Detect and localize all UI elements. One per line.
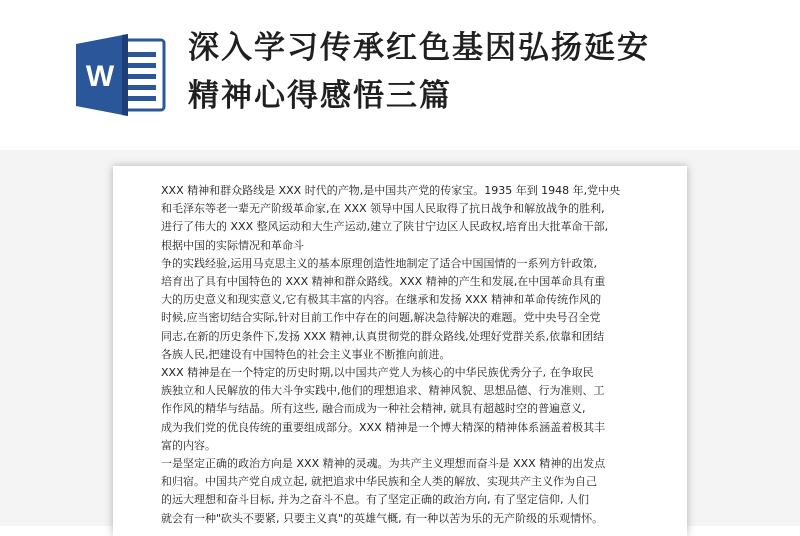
text-line: 的远大理想和奋斗目标, 并为之奋斗不息。有了坚定正确的政治方向, 有了坚定信仰, 人们 xyxy=(161,493,589,507)
text-line: 进行了伟大的 XXX 整风运动和大生产运动,建立了陕甘宁边区人民政权,培育出大批革命干部, xyxy=(161,220,609,234)
header xyxy=(0,0,800,160)
text-line: 和归宿。中国共产党自成立起, 就把追求中华民族和全人类的解放、实现共产主义作为自己 xyxy=(161,475,597,489)
document-page xyxy=(113,166,687,536)
title-line-2: 精神心得感悟三篇 xyxy=(188,78,452,114)
text-line: 富的内容。 xyxy=(161,438,216,452)
text-line: 同志,在新的历史条件下,发扬 XXX 精神,认真贯彻党的群众路线,处理好党群关系,依靠和团结 xyxy=(161,329,605,343)
title-line-1: 深入学习传承红色基因弘扬延安 xyxy=(188,30,650,66)
text-line: 时候,应当密切结合实际,针对目前工作中存在的问题,解决急待解决的难题。党中央号召全党 xyxy=(161,311,601,325)
text-line: 族独立和人民解放的伟大斗争实践中,他们的理想追求、精神风貌、思想品德、行为准则、工 xyxy=(161,384,605,398)
word-icon-letter: W xyxy=(85,60,115,93)
text-line: XXX 精神是在一个特定的历史时期,以中国共产党人为核心的中华民族优秀分子, 在争取民 xyxy=(161,366,594,380)
text-line: 作作风的精华与结晶。所有这些, 融合而成为一种社会精神, 就具有超越时空的普遍意义, xyxy=(161,402,586,416)
page-title xyxy=(188,24,788,120)
text-line: 大的历史意义和现实意义,它有极其丰富的内容。在继承和发扬 XXX 精神和革命传统作风的 xyxy=(161,293,602,307)
word-document-icon xyxy=(76,34,168,116)
document-body xyxy=(161,182,651,528)
text-line: 各族人民,把建设有中国特色的社会主义事业不断推向前进。 xyxy=(161,347,451,361)
text-line: XXX 精神和群众路线是 XXX 时代的产物,是中国共产党的传家宝。1935 年到 1948 年,党中央 xyxy=(161,184,621,197)
text-line: 一是坚定正确的政治方向是 XXX 精神的灵魂。为共产主义理想而奋斗是 XXX 精神的出发点 xyxy=(161,457,606,471)
text-line: 培育出了具有中国特色的 XXX 精神和群众路线。XXX 精神的产生和发展,在中国革命具有重 xyxy=(161,275,606,289)
text-line: 就会有一种"砍头不要紧, 只要主义真"的英雄气概, 有一种以苦为乐的无产阶级的乐观情怀。 xyxy=(161,511,604,525)
text-line: 根据中国的实际情况和革命斗 xyxy=(161,238,304,252)
text-line: 成为我们党的优良传统的重要组成部分。XXX 精神是一个博大精深的精神体系涵盖着极其丰 xyxy=(161,420,606,434)
text-line: 和毛泽东等老一辈无产阶级革命家,在 XXX 领导中国人民取得了抗日战争和解放战争的胜利, xyxy=(161,202,605,216)
text-line: 争的实践经验,运用马克思主义的基本原理创造性地制定了适合中国国情的一系列方针政策, xyxy=(161,256,597,270)
